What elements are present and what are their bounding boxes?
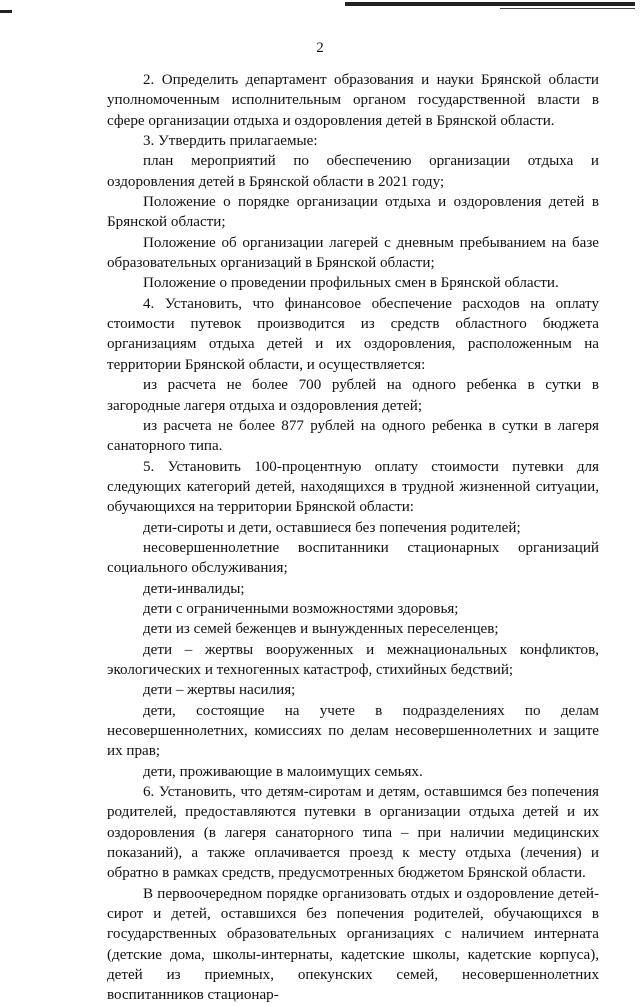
page-number: 2 [316,40,324,56]
scan-artifact-top-line-thin [500,8,635,9]
paragraph-category-conflict-victims: дети – жертвы вооруженных и межнациональных конфликтов, экологических и техногенных катастроф, стихийных бедствий; [107,641,599,678]
paragraph-category-refugees: дети из семей беженцев и вынужденных переселенцев; [143,621,499,638]
paragraph-category-violence-victims: дети – жертвы насилия; [143,682,296,699]
document-body [107,70,599,1006]
paragraph-item-5: 5. Установить 100-процентную оплату стоимости путевки для следующих категорий детей, находящихся в трудной жизненной ситуации, обучающихся на территории Брянской области: [107,458,599,516]
scan-artifact-left [0,10,12,13]
paragraph-rate-700: из расчета не более 700 рублей на одного ребенка в сутки в загородные лагеря отдыха и оздоровления детей; [107,377,599,414]
scan-artifact-top-line [345,2,635,6]
paragraph-category-disabled: дети-инвалиды; [143,580,245,597]
paragraph-regulation-profile-shifts: Положение о проведении профильных смен в Брянской области. [143,275,559,292]
paragraph-category-low-income: дети, проживающие в малоимущих семьях. [143,763,423,780]
paragraph-item-4: 4. Установить, что финансовое обеспечение расходов на оплату стоимости путевок производится из средств областного бюджета организациям отдыха детей и их оздоровления, расположенным на территории Брянской области, и осуществляется: [107,295,599,373]
paragraph-category-registered: дети, состоящие на учете в подразделениях по делам несовершеннолетних, комиссиях по делам несовершеннолетних и защите их прав; [107,702,599,760]
paragraph-category-orphans: дети-сироты и дети, оставшиеся без попечения родителей; [143,519,521,536]
paragraph-priority: В первоочередном порядке организовать отдых и оздоровление детей-сирот и детей, оставшихся без попечения родителей, обучающихся в государственных образовательных организациях с наличием интерната (детские дома, школы-интернаты, кадетские школы, кадетские корпуса), детей из приемных, опекунских семей, несовершеннолетних воспитанников стационар- [107,885,599,1004]
paragraph-regulation-day-camps: Положение об организации лагерей с дневным пребыванием на базе образовательных организаций в Брянской области; [107,234,599,272]
paragraph-item-3: 3. Утвердить прилагаемые: [143,133,318,150]
paragraph-item-6: 6. Установить, что детям-сиротам и детям, оставшимся без попечения родителей, предоставляются путевки в организации отдыха детей и их оздоровления (в лагеря санаторного типа – при наличии медицинских показаний), а также оплачивается проезд к месту отдыха (лечения) и обратно в рамках средств, предусмотренных бюджетом Брянской области. [107,784,599,882]
paragraph-category-residential: несовершеннолетние воспитанники стационарных организаций социального обслуживания; [107,539,599,577]
paragraph-rate-877: из расчета не более 877 рублей на одного ребенка в сутки в лагеря санаторного типа. [107,417,599,455]
paragraph-regulation-rest: Положение о порядке организации отдыха и оздоровления детей в Брянской области; [107,194,599,231]
paragraph-plan: план мероприятий по обеспечению организации отдыха и оздоровления детей в Брянской области в 2021 году; [107,153,599,190]
paragraph-category-limited-health: дети с ограниченными возможностями здоровья; [143,600,459,617]
paragraph-item-2: 2. Определить департамент образования и науки Брянской области уполномоченным исполнительным органом государственной власти в сфере организации отдыха и оздоровления детей в Брянской области. [107,72,599,129]
